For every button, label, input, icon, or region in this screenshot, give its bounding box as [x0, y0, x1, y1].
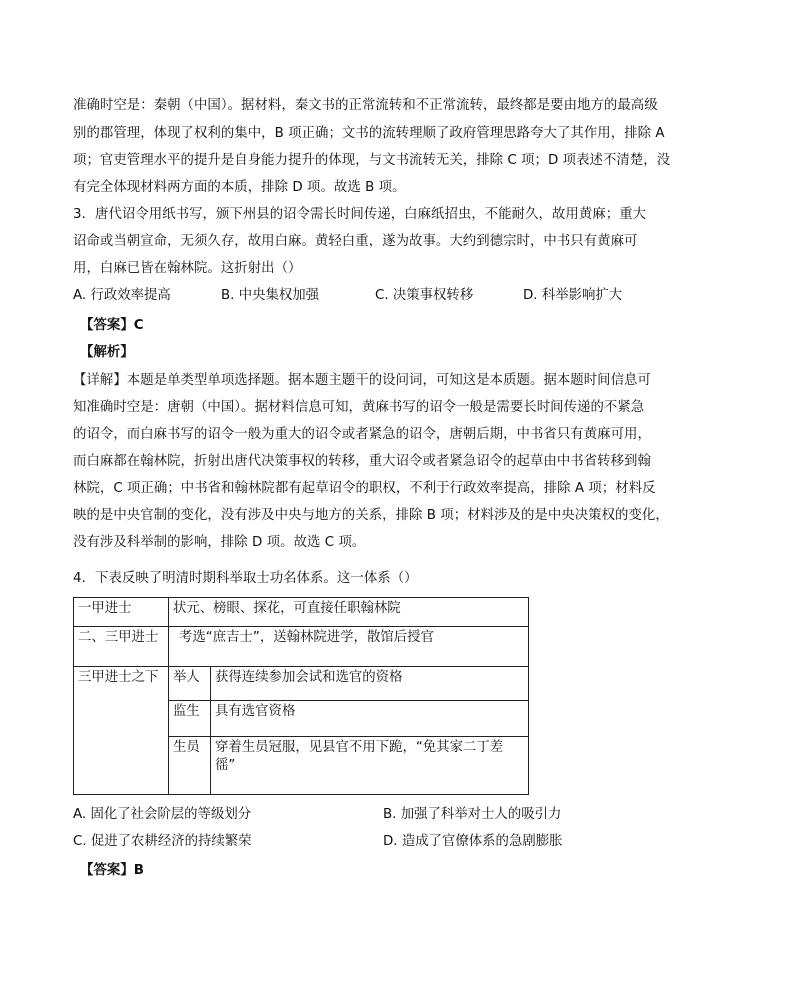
q3-explain-line-7: 没有涉及科举制的影响，排除 D 项。故选 C 项。: [73, 535, 366, 550]
q4-option-d: D. 造成了官僚体系的急剧膨胀: [383, 834, 563, 849]
intro-line-3: 项；官吏管理水平的提升是自身能力提升的体现，与文书流转无关，排除 C 项；D 项表述不清楚，没: [73, 153, 671, 168]
rank-cell: 二、三甲进士: [74, 627, 169, 667]
q4-option-b: B. 加强了科举对士人的吸引力: [383, 807, 562, 822]
desc-cell: [211, 737, 529, 795]
intro-line-2: 别的郡管理，体现了权利的集中，B 项正确；文书的流转理顺了政府管理思路夸大了其作用，排除 A: [73, 126, 665, 141]
q3-option-c: C. 决策事权转移: [375, 288, 474, 303]
q3-option-b: B. 中央集权加强: [221, 288, 320, 303]
table-row: [74, 598, 529, 627]
q3-explain-line-4: 而白麻都在翰林院，折射出唐代决策事权的转移，重大诏令或者紧急诏令的起草由中书省转移到翰: [73, 454, 651, 469]
q3-stem-line-3: 用，白麻已皆在翰林院。这折射出（）: [73, 261, 302, 276]
table-row: [74, 627, 529, 667]
intro-line-1: 准确时空是：秦朝（中国）。据材料，秦文书的正常流转和不正常流转，最终都是要由地方的最高级: [73, 98, 658, 113]
q3-stem-line-1: 3．唐代诏令用纸书写，颁下州县的诏令需长时间传递，白麻纸招虫，不能耐久，故用黄麻；重大: [73, 207, 647, 222]
q3-explain-line-5: 林院，C 项正确；中书省和翰林院都有起草诏令的职权，不利于行政效率提高，排除 A 项；材料反: [73, 481, 656, 496]
q3-answer: 【答案】C: [80, 318, 144, 333]
q3-explain-line-3: 的诏令，而白麻书写的诏令一般为重大的诏令或者紧急的诏令，唐朝后期，中书省只有黄麻可用，: [73, 427, 651, 442]
q4-option-a: A. 固化了社会阶层的等级划分: [73, 807, 252, 822]
q3-option-a: A. 行政效率提高: [73, 288, 171, 303]
desc-cell: 获得连续参加会试和选官的资格: [211, 667, 529, 701]
q4-option-c: C. 促进了农耕经济的持续繁荣: [73, 834, 252, 849]
rank-cell: 一甲进士: [74, 598, 169, 627]
q3-explain-line-6: 映的是中央官制的变化，没有涉及中央与地方的关系，排除 B 项；材料涉及的是中央决策权的变化，: [73, 508, 669, 523]
table-row: [74, 667, 529, 701]
q3-stem-line-2: 诏命或当朝宣命，无须久存，故用白麻。黄轻白重，遂为故事。大约到德宗时，中书只有黄麻可: [73, 234, 638, 249]
sub-title-cell: 监生: [169, 701, 211, 737]
rank-cell: 三甲进士之下: [74, 667, 169, 795]
imperial-exam-table: [73, 597, 529, 795]
q4-answer: 【答案】B: [80, 863, 145, 878]
q4-stem: 4．下表反映了明清时期科举取士功名体系。这一体系（）: [73, 571, 418, 586]
intro-line-4: 有完全体现材料两方面的本质，排除 D 项。故选 B 项。: [73, 180, 406, 195]
desc-cell: 具有选官资格: [211, 701, 529, 737]
desc-cell: 状元、榜眼、探花，可直接任职翰林院: [169, 598, 529, 627]
sub-title-cell: 举人: [169, 667, 211, 701]
q3-option-d: D. 科举影响扩大: [523, 288, 623, 303]
desc-line-2: 徭”: [215, 758, 236, 773]
q3-explain-line-2: 知准确时空是：唐朝（中国）。据材料信息可知，黄麻书写的诏令一般是需要长时间传递的不紧急: [73, 400, 645, 415]
sub-title-cell: 生员: [169, 737, 211, 795]
q3-explain-line-1: 【详解】本题是单类型单项选择题。据本题主题干的设问词，可知这是本质题。据本题时间信息可: [73, 373, 651, 388]
desc-line-1: 穿着生员冠服，见县官不用下跪，“免其家二丁差: [215, 740, 504, 755]
desc-cell: 考选“庶吉士”，送翰林院进学，散馆后授官: [169, 627, 529, 667]
q3-analysis-label: 【解析】: [80, 345, 134, 360]
